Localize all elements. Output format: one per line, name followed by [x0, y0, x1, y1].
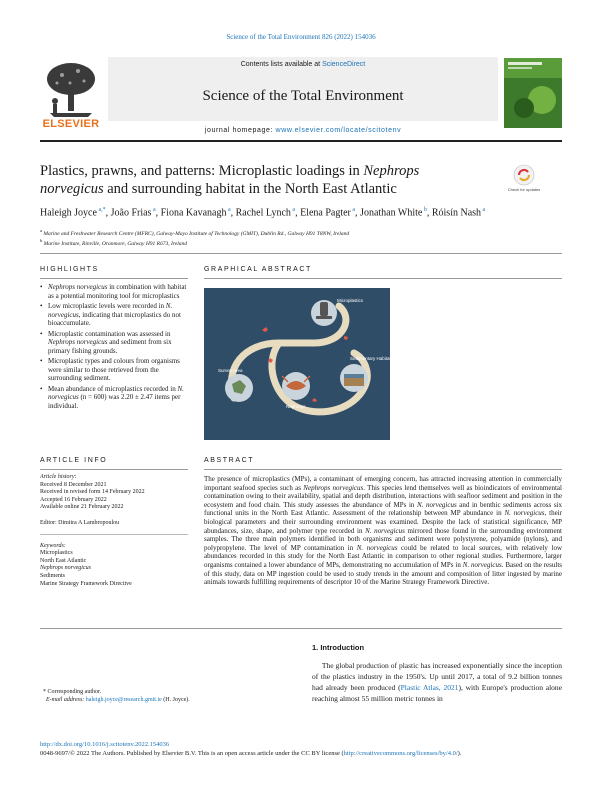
ga-label-nephrops: Nephrops	[286, 404, 306, 409]
article-info-rule	[40, 469, 188, 470]
affiliation-b-text: Marine Institute, Rinville, Oranmore, Galway H91 R673, Ireland	[43, 240, 188, 247]
corresponding-author-note: * Corresponding author. E-mail address: haleigh.joyce@research.gmit.ie (H. Joyce).	[40, 689, 190, 703]
graphical-abstract-rule	[204, 278, 562, 279]
introduction-heading: 1. Introduction	[312, 643, 365, 652]
abstract-bottom-rule	[40, 628, 562, 629]
sciencedirect-link[interactable]: ScienceDirect	[322, 61, 366, 68]
homepage-prefix: journal homepage:	[204, 127, 276, 134]
abstract-text: The presence of microplastics (MPs), a contaminant of emerging concern, has attracted increasing attention in commercially important seafood species such as Nephrops norvegicus. This species lend themselves well as bioindicators of environmental contamination owing to their availability, spatial and depth distribution, interactions with seafloor sediment and position in the ecosystem and food chain. This study assesses the abundance of MPs in N. norvegicus and in benthic sediments across six functional units in the North East Atlantic. Assessment of the relationship between MP abundance in N. norvegicus, their biological parameters and their surrounding environment was examined. Despite the lack of statistical significance, MP abundances, size, shape, and polymer type recorded in N. norvegicus mirrored those found in the surrounding environment samples. The three main polymers identified in both organisms and sediment were polystyrene, polyamide (nylons), and polypropylene. The level of MP contamination in N. norvegicus could be related to local sources, with relatively low abundances recorded in this study for the North East Atlantic in comparison to other regional studies. Furthermore, larger organisms contained a lower abundance of MPs, demonstrating no accumulation of MPs in N. norvegicus. Based on the results of this study, data on MP ingestion could be used to study trends in the amount and composition of litter ingested by marine animals towards fulfilling requirements of descriptor 10 of the Marine Strategy Framework Directive.	[204, 475, 563, 587]
contents-line	[108, 61, 498, 68]
corresponding-label: Corresponding author.	[47, 689, 102, 695]
highlight-item: • Nephrops norvegicus in combination with habitat as a potential monitoring tool for microplastics	[40, 283, 188, 300]
journal-title: Science of the Total Environment	[202, 88, 404, 104]
author-affiliation-marker[interactable]: a	[481, 207, 486, 213]
check-for-updates-icon[interactable]	[507, 164, 541, 198]
author-affiliation-marker[interactable]: a	[290, 207, 296, 213]
history-online: Available online 21 February 2022	[40, 504, 124, 511]
article-info-heading: ARTICLE INFO	[40, 457, 108, 464]
keyword-item: North East Atlantic	[40, 557, 87, 564]
header-rule	[40, 140, 562, 142]
article-info-block	[40, 474, 188, 588]
affiliation-rule	[40, 253, 562, 254]
intro-text-end: ), with Europe's production alone reaching almost 55 million metric tonnes in	[312, 683, 562, 703]
affiliation-a	[40, 228, 562, 237]
highlights-list	[40, 283, 188, 412]
author-affiliation-marker[interactable]: a	[226, 207, 231, 213]
graphical-abstract-image[interactable]	[204, 288, 390, 440]
author-name[interactable]: Haleigh Joyce	[40, 207, 97, 219]
editor-line: Editor: Dimitra A Lambropoulou	[40, 519, 120, 526]
license-close: ).	[457, 750, 462, 757]
article-title	[40, 162, 480, 198]
history-received: Received 8 December 2021	[40, 481, 107, 488]
author-affiliation-marker[interactable]: a	[350, 207, 356, 213]
author-email-link[interactable]: haleigh.joyce@research.gmit.ie	[85, 697, 162, 703]
affiliation-a-text: Marine and Freshwater Research Centre (MFRC), Galway-Mayo Institute of Technology (GMIT), Dublin Rd., Galway H91 T8NW, Ireland	[43, 230, 350, 237]
keyword-item: Nephrops norvegicus	[40, 565, 91, 572]
title-part-2: and surrounding habitat in the North East Atlantic	[103, 181, 397, 197]
journal-reference[interactable]: Science of the Total Environment 826 (2022) 154036	[226, 33, 376, 41]
history-revised: Received in revised form 14 February 2022	[40, 489, 145, 496]
keyword-item: Microplastics	[40, 550, 73, 557]
highlight-item: • Low microplastic levels were recorded in N. norvegicus, indicating that microplastics do not bioaccumulate.	[40, 302, 188, 328]
author-name[interactable]: Jonathan White	[360, 207, 423, 219]
journal-cover-image[interactable]	[504, 58, 562, 128]
homepage-link[interactable]: www.elsevier.com/locate/scitotenv	[275, 127, 402, 134]
intro-text-start: The global production of plastic has increased exponentially since the inception of the plastics industry in the 1950's. Up until 2017, a total of 9.2 billion tonnes had already been produced (	[312, 661, 563, 692]
license-text: 0048-9697/© 2022 The Authors. Published by Elsevier B.V. This is an open access article under the CC BY license (	[40, 750, 344, 757]
author-name[interactable]: Róisín Nash	[431, 207, 482, 219]
highlight-item: • Microplastic types and colours from organisms were similar to those retrieved from the surrounding sediment.	[40, 357, 188, 383]
author-affiliation-marker[interactable]: a,*	[96, 207, 106, 213]
introduction-text	[312, 660, 562, 704]
publisher-name: ELSEVIER	[42, 118, 100, 130]
keyword-item: Marine Strategy Framework Directive	[40, 580, 132, 587]
title-part-1: Plastics, prawns, and patterns: Microplastic loadings in	[40, 163, 364, 179]
journal-homepage	[108, 127, 498, 134]
license-link[interactable]: http://creativecommons.org/licenses/by/4.0/	[343, 750, 458, 757]
email-label: E-mail address:	[46, 697, 86, 703]
author-affiliation-marker[interactable]: a	[151, 207, 156, 213]
affiliation-b-marker: b	[40, 238, 43, 243]
contents-prefix: Contents lists available at	[240, 61, 323, 68]
citation-plastic-atlas[interactable]: Plastic Atlas, 2021	[400, 683, 459, 692]
affiliation-a-marker: a	[40, 228, 43, 233]
highlights-heading: HIGHLIGHTS	[40, 266, 99, 273]
history-label: Article history:	[40, 474, 77, 480]
title-species: Nephrops norvegicus	[40, 163, 420, 197]
history-accepted: Accepted 16 February 2022	[40, 496, 107, 503]
abstract-rule	[204, 469, 562, 470]
author-name[interactable]: Elena Pagter	[300, 207, 351, 219]
check-updates-label: Check for updates	[507, 187, 541, 192]
graphical-abstract-heading: GRAPHICAL ABSTRACT	[204, 266, 312, 273]
highlight-item: • Mean abundance of microplastics recorded in N. norvegicus (n = 600) was 2.20 ± 2.47 items per individual.	[40, 385, 188, 411]
keywords-label: Keywords:	[40, 542, 66, 549]
author-name[interactable]: João Frias	[110, 207, 152, 219]
email-suffix: (H. Joyce).	[161, 697, 190, 703]
page-footer	[40, 740, 562, 758]
keyword-item: Sediments	[40, 572, 65, 579]
highlight-item: • Microplastic contamination was assessed in Nephrops norvegicus and sediment from six primary fishing grounds.	[40, 330, 188, 356]
ga-label-microplastics: Microplastics	[337, 298, 364, 303]
ga-label-sedimentary-habitat: Sedimentary Habitat	[350, 356, 391, 361]
author-affiliation-marker[interactable]: b	[422, 207, 427, 213]
abstract-heading: ABSTRACT	[204, 457, 255, 464]
affiliation-b	[40, 238, 562, 247]
doi-link[interactable]: http://dx.doi.org/10.1016/j.scitotenv.2022.154036	[40, 741, 170, 748]
highlights-rule	[40, 278, 188, 279]
author-name[interactable]: Fiona Kavanagh	[160, 207, 227, 219]
ga-label-survey-area: Survey Area	[218, 368, 243, 373]
author-list: Haleigh Joyce $^{a,*}$, João Frias $^a$, Fiona Kavanagh $^a$, Rachel Lynch $^a$, Elena Pagter $^a$, Jonathan White $^b$, Róisín Nash $^a$	[40, 207, 486, 219]
author-name[interactable]: Rachel Lynch	[235, 207, 291, 219]
